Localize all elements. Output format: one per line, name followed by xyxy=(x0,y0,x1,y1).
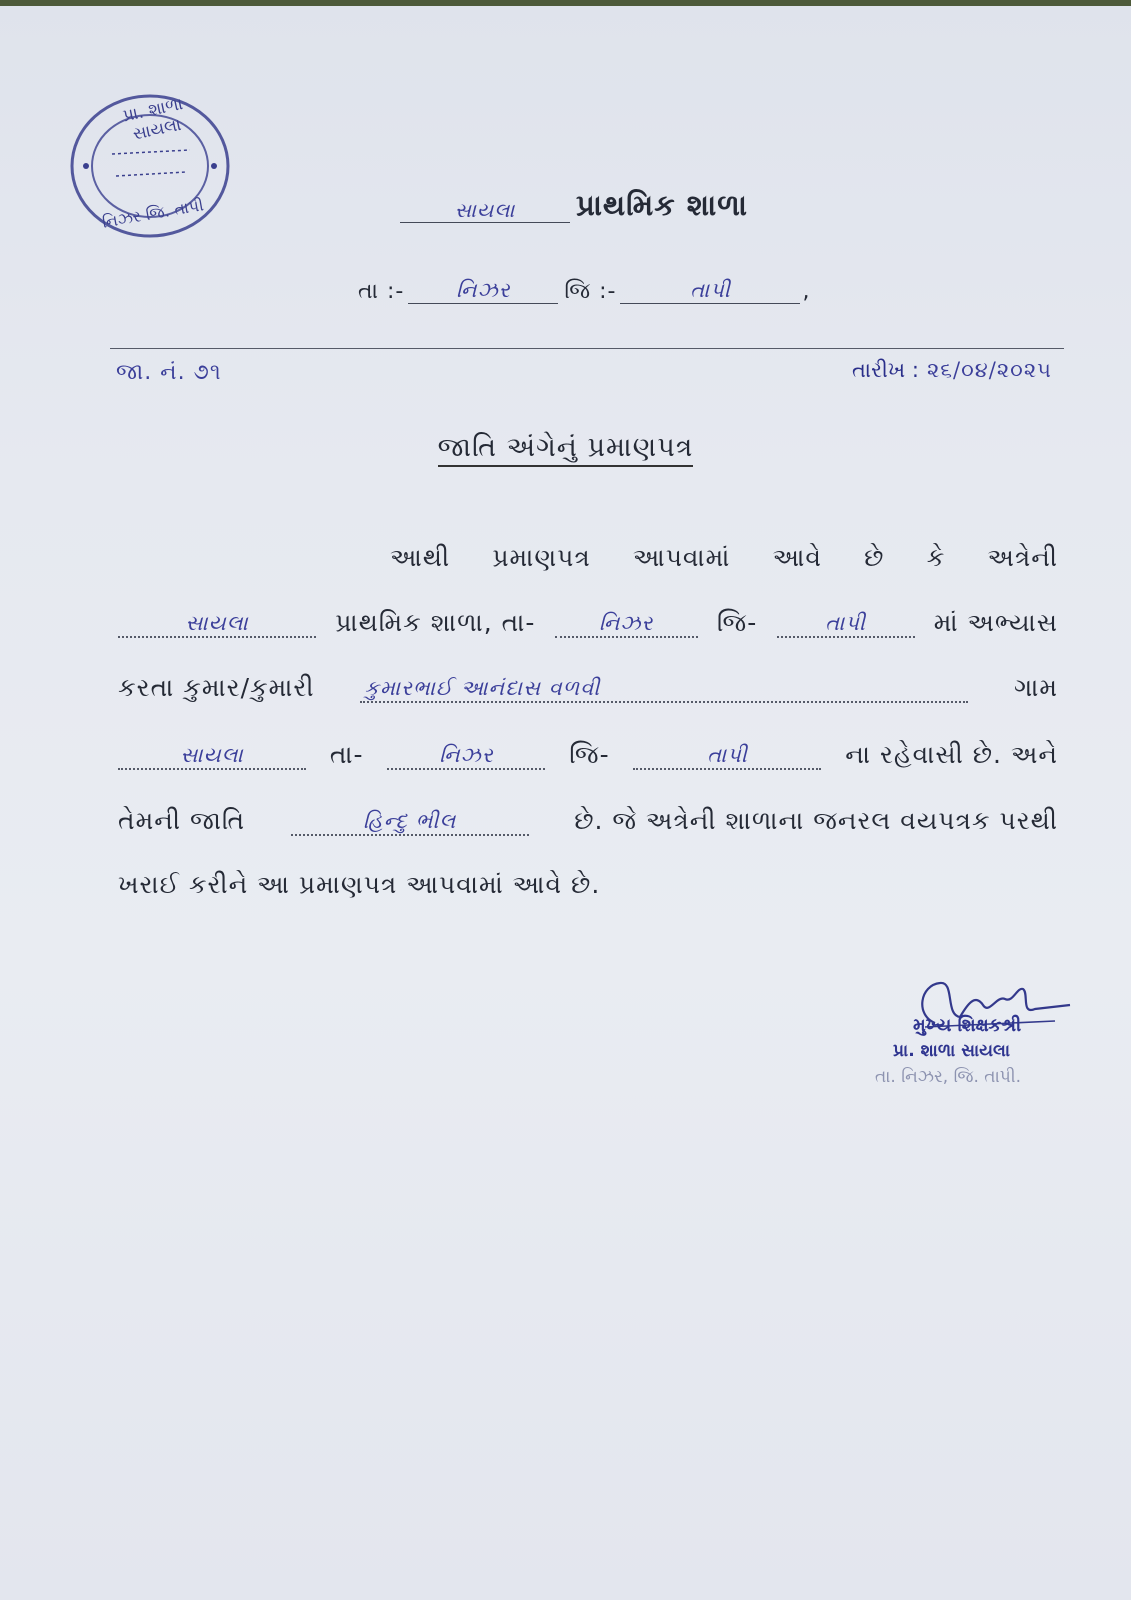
word-1: આથી xyxy=(390,543,451,572)
district-handwritten: તાપી xyxy=(620,278,800,304)
body-line-3 xyxy=(118,673,1058,703)
body-line-5 xyxy=(118,806,1058,836)
taluka-label: તા :- xyxy=(358,279,405,304)
signature-block xyxy=(875,975,1075,1105)
caste-field: હિન્દુ ભીલ xyxy=(291,809,529,836)
word-6: કે xyxy=(926,543,946,572)
header-divider xyxy=(110,348,1064,349)
body-line-2 xyxy=(118,608,1058,638)
header-trailing-comma: , xyxy=(802,279,811,304)
school-seal-stamp xyxy=(68,92,232,240)
word-7: અત્રેની xyxy=(987,543,1058,572)
district-prefix-2: જિ- xyxy=(569,740,610,769)
seal-top-text: પ્રા. શાળા સાયલા xyxy=(121,94,185,145)
school-field: સાયલા xyxy=(118,611,316,638)
studying-text: માં અભ્યાસ xyxy=(933,608,1058,637)
taluka-prefix: તા- xyxy=(329,740,364,769)
signature-title: મુખ્ય શિક્ષકશ્રી xyxy=(913,1015,1022,1036)
date-label: તારીખ : xyxy=(852,358,919,382)
village-field: સાયલા xyxy=(118,743,306,770)
district-field-2: તાપી xyxy=(633,743,821,770)
body-line-6: ખરાઈ કરીને આ પ્રમાણપત્ર આપવામાં આવે છે. xyxy=(118,870,601,899)
taluka-field: નિઝર xyxy=(555,611,698,638)
resident-text: ના રહેવાસી છે. અને xyxy=(845,740,1058,769)
seal-bottom-text: નિઝર જિ. તાપી xyxy=(100,195,206,232)
student-label: કરતા કુમાર/કુમારી xyxy=(118,673,315,702)
signature-location: તા. નિઝર, જિ. તાપી. xyxy=(875,1067,1022,1087)
date-handwritten: ૨૬/૦૪/૨૦૨૫ xyxy=(926,358,1052,382)
word-5: છે xyxy=(864,543,885,572)
certificate-title: જાતિ અંગેનું પ્રમાણપત્ર xyxy=(438,432,694,467)
word-2: પ્રમાણપત્ર xyxy=(492,543,591,572)
header-taluka-district xyxy=(358,278,810,304)
date-block xyxy=(852,358,1052,383)
school-type-label: પ્રાથમિક શાળા xyxy=(576,188,748,222)
school-name-handwritten: સાયલા xyxy=(400,198,570,223)
district-label: જિ :- xyxy=(564,279,617,304)
caste-rest-text: છે. જે અત્રેની શાળાના જનરલ વયપત્રક પરથી xyxy=(574,806,1058,835)
body-line-4 xyxy=(118,740,1058,770)
outward-number: જા. નં. ૭૧ xyxy=(116,360,222,385)
word-3: આપવામાં xyxy=(632,543,731,572)
village-label: ગામ xyxy=(1013,673,1058,702)
district-field: તાપી xyxy=(777,611,915,638)
district-prefix: જિ- xyxy=(716,608,758,637)
title-wrap xyxy=(0,432,1131,464)
taluka-field-2: નિઝર xyxy=(387,743,545,770)
taluka-handwritten: નિઝર xyxy=(408,278,558,304)
school-text: પ્રાથમિક શાળા, તા- xyxy=(335,608,536,637)
photo-top-edge xyxy=(0,0,1131,6)
signature-school: પ્રા. શાળા સાયલા xyxy=(893,1041,1011,1061)
body-line-1 xyxy=(390,543,1058,573)
student-name-field: કુમારભાઈ આનંદાસ વળવી xyxy=(360,676,968,703)
caste-label: તેમની જાતિ xyxy=(118,806,246,835)
school-header xyxy=(400,188,748,223)
word-4: આવે xyxy=(772,543,822,572)
